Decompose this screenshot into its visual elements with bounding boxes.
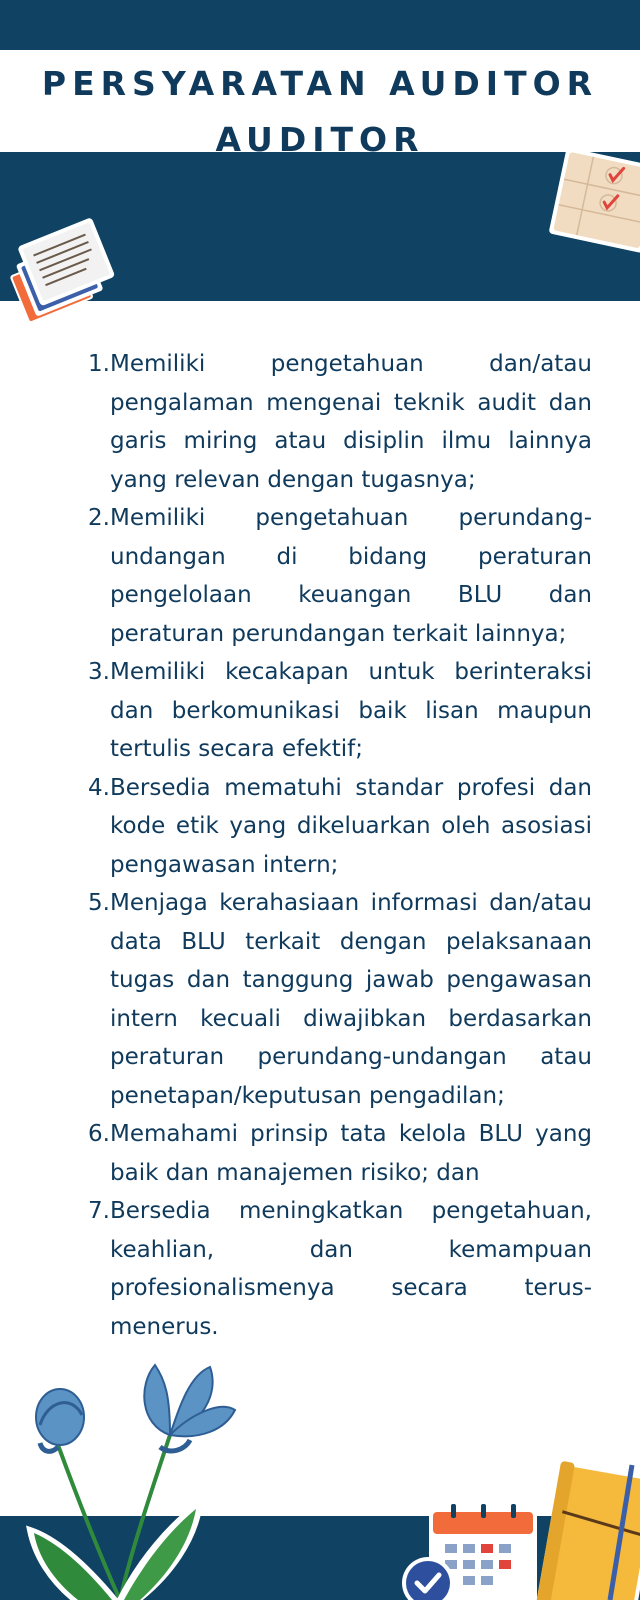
list-item (78, 884, 592, 1115)
check-badge-icon (400, 1555, 456, 1600)
list-item-number: 5. (88, 890, 110, 916)
list-item (78, 1192, 592, 1346)
list-item (78, 653, 592, 769)
list-item-text: Memiliki kecakapan untuk berinteraksi dan berkomunikasi baik lisan maupun tertulis secara efektif; (110, 659, 592, 762)
documents-icon (0, 215, 140, 327)
page-title (0, 56, 640, 168)
list-item (78, 1115, 592, 1192)
list-item (78, 499, 592, 653)
page-title-line-2: AUDITOR (215, 120, 425, 159)
list-item-text: Bersedia mematuhi standar profesi dan kode etik yang dikeluarkan oleh asosiasi pengawasan intern; (110, 774, 592, 878)
list-item-number: 4. (88, 774, 110, 801)
list-item (78, 345, 592, 499)
list-item-text: Memiliki pengetahuan perundang-undangan di bidang peraturan pengelolaan keuangan BLU dan peraturan perundangan terkait lainnya; (110, 505, 592, 647)
list-item-number: 1. (88, 351, 110, 377)
list-item-text: Memiliki pengetahuan dan/atau pengalaman mengenai teknik audit dan garis miring atau disiplin ilmu lainnya yang relevan dengan tugasnya; (110, 351, 592, 493)
list-item-text: Memahami prinsip tata kelola BLU yang baik dan manajemen risiko; dan (110, 1121, 592, 1186)
list-item-number: 3. (88, 659, 110, 685)
top-band (0, 0, 640, 50)
page-title-line-1: PERSYARATAN AUDITOR (41, 64, 599, 103)
list-item (78, 769, 592, 885)
flowers-illustration (20, 1355, 240, 1600)
list-item-text: Menjaga kerahasiaan informasi dan/atau data BLU terkait dengan pelaksanaan tugas dan tanggung jawab pengawasan intern kecuali diwajibkan berdasarkan peraturan perundang-undangan atau penetapan/keputusan pengadilan; (110, 890, 592, 1109)
list-item-number: 7. (88, 1198, 110, 1224)
list-item-number: 2. (88, 505, 110, 531)
list-item-text: Bersedia meningkatkan pengetahuan, keahlian, dan kemampuan profesionalismenya secara terus-menerus. (110, 1198, 592, 1340)
list-item-number: 6. (88, 1121, 110, 1147)
checklist-paper-icon (548, 150, 640, 254)
requirements-list (78, 345, 592, 1346)
